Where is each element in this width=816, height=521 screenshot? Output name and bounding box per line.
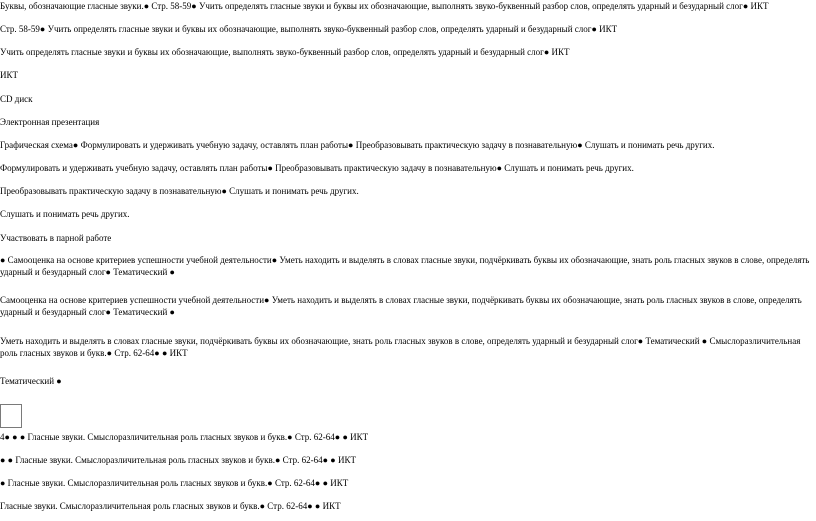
text-line-10: Слушать и понимать речь других.: [0, 209, 130, 219]
text-line-12: ● Самооценка на основе критериев успешности учебной деятельности● Уметь находить и выделять в словах гласные звуки, подчёркивать буквы их обозначающие, знать роль гласных звуков в слове, определять ударный и безударный слог● Тематический ●: [0, 255, 810, 277]
text-line-14: Уметь находить и выделять в словах гласные звуки, подчёркивать буквы их обозначающие, знать роль гласных звуков в слове, определять ударный и безударный слог● Тематический ● Смыслоразличительная роль гласных звуков и букв.● Стр. 62-64● ● ИКТ: [0, 336, 801, 358]
text-line-19: Гласные звуки. Смыслоразличительная роль гласных звуков и букв.● Стр. 62-64● ● ИКТ: [0, 501, 341, 511]
text-line-18: ● Гласные звуки. Смыслоразличительная роль гласных звуков и букв.● Стр. 62-64● ● ИКТ: [0, 478, 349, 488]
text-line-3: Учить определять гласные звуки и буквы их обозначающие, выполнять звуко-буквенный разбор слов, определять ударный и безударный слог● ИКТ: [0, 47, 570, 57]
text-line-13: Самооценка на основе критериев успешности учебной деятельности● Уметь находить и выделять в словах гласные звуки, подчёркивать буквы их обозначающие, знать роль гласных звуков в слове, определять ударный и безударный слог● Тематический ●: [0, 295, 802, 317]
text-line-5: CD диск: [0, 94, 33, 104]
text-line-16: 4● ● ● Гласные звуки. Смыслоразличительная роль гласных звуков и букв.● Стр. 62-64● ● ИКТ: [0, 432, 369, 442]
text-line-2: Стр. 58-59● Учить определять гласные звуки и буквы их обозначающие, выполнять звуко-буквенный разбор слов, определять ударный и безударный слог● ИКТ: [0, 24, 618, 34]
text-line-11: Участвовать в парной работе: [0, 233, 112, 243]
empty-box: [0, 404, 22, 428]
text-line-1: Буквы, обозначающие гласные звуки.● Стр. 58-59● Учить определять гласные звуки и буквы их обозначающие, выполнять звуко-буквенный разбор слов, определять ударный и безударный слог● ИКТ: [0, 1, 769, 11]
text-line-7: Графическая схема● Формулировать и удерживать учебную задачу, оставлять план работы● Преобразовывать практическую задачу в познавательную● Слушать и понимать речь других.: [0, 140, 715, 150]
text-line-17: ● ● Гласные звуки. Смыслоразличительная роль гласных звуков и букв.● Стр. 62-64● ● ИКТ: [0, 455, 356, 465]
text-line-8: Формулировать и удерживать учебную задачу, оставлять план работы● Преобразовывать практическую задачу в познавательную● Слушать и понимать речь других.: [0, 163, 634, 173]
text-line-9: Преобразовывать практическую задачу в познавательную● Слушать и понимать речь других.: [0, 186, 359, 196]
text-line-6: Электронная презентация: [0, 117, 100, 127]
text-line-15: Тематический ●: [0, 376, 62, 386]
text-line-4: ИКТ: [0, 70, 18, 80]
